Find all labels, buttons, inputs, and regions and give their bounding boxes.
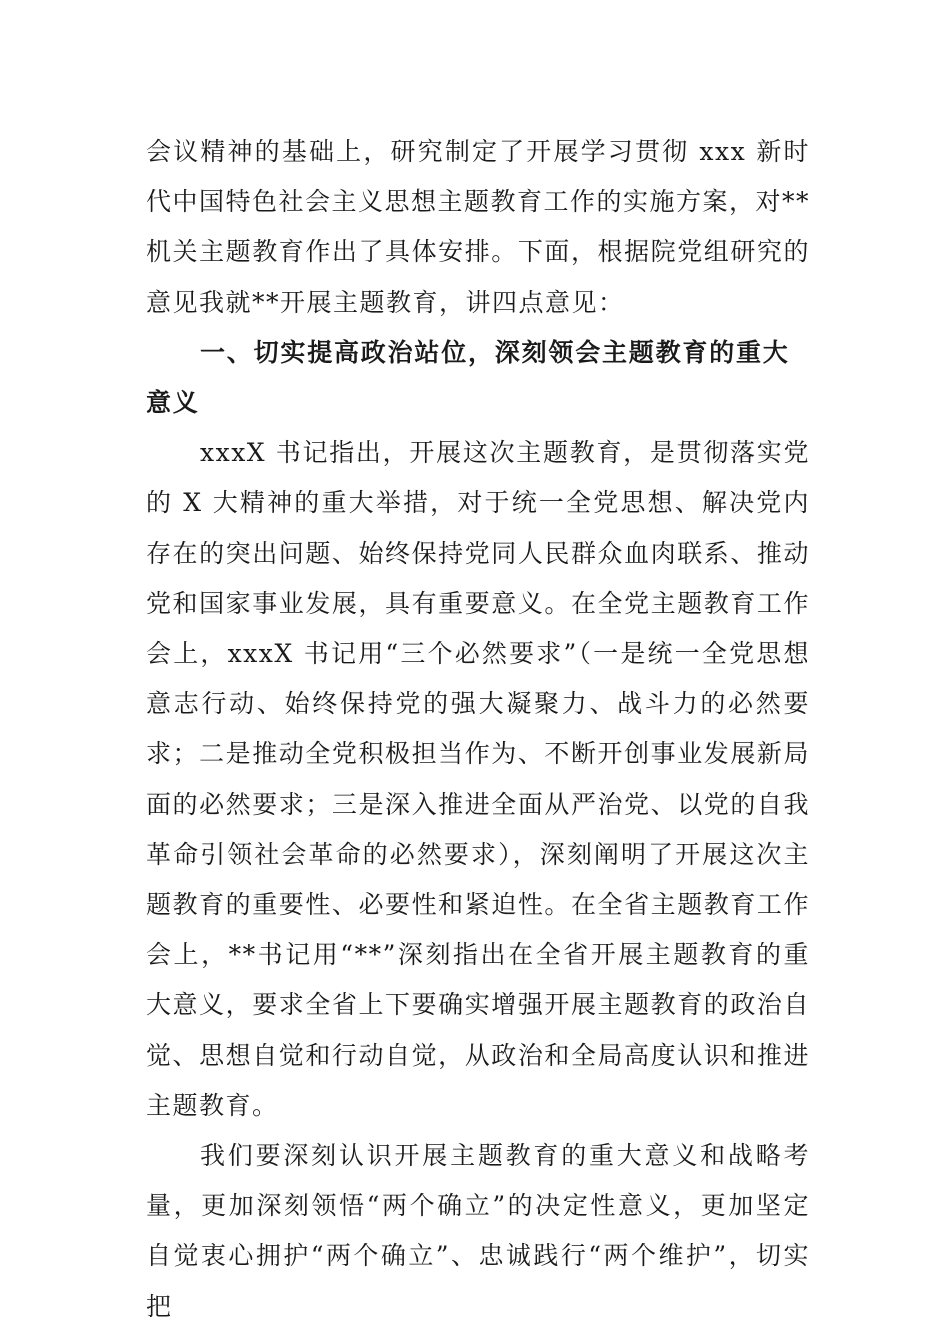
section-heading-1: 一、切实提高政治站位，深刻领会主题教育的重大意义	[146, 337, 790, 418]
paragraph-understanding: 我们要深刻认识开展主题教育的重大意义和战略考量，更加深刻领悟“两个确立”的决定性意义，更加坚定自觉衷心拥护“两个确立”、忠诚践行“两个维护”，切实把	[146, 1141, 811, 1321]
paragraph-significance: xxxX 书记指出，开展这次主题教育，是贯彻落实党的 X 大精神的重大举措，对于统一全党思想、解决党内存在的突出问题、始终保持党同人民群众血肉联系、推动党和国家事业发展，具有重要意义。在全党主题教育工作会上，xxxX 书记用“三个必然要求”（一是统一全党思想意志行动、始终保持党的强大凝聚力、战斗力的必然要求；二是推动全党积极担当作为、不断开创事业发展新局面的必然要求；三是深入推进全面从严治党、以党的自我革命引领社会革命的必然要求），深刻阐明了开展这次主题教育的重要性、必要性和紧迫性。在全省主题教育工作会上，**书记用“**”深刻指出在全省开展主题教育的重大意义，要求全省上下要确实增强开展主题教育的政治自觉、思想自觉和行动自觉，从政治和全局高度认识和推进主题教育。	[146, 438, 810, 1120]
document-body	[146, 127, 810, 1332]
paragraph-continued-intro: 会议精神的基础上，研究制定了开展学习贯彻 xxx 新时代中国特色社会主义思想主题教育工作的实施方案，对**机关主题教育作出了具体安排。下面，根据院党组研究的意见我就**开展主题教育，讲四点意见：	[146, 137, 811, 317]
